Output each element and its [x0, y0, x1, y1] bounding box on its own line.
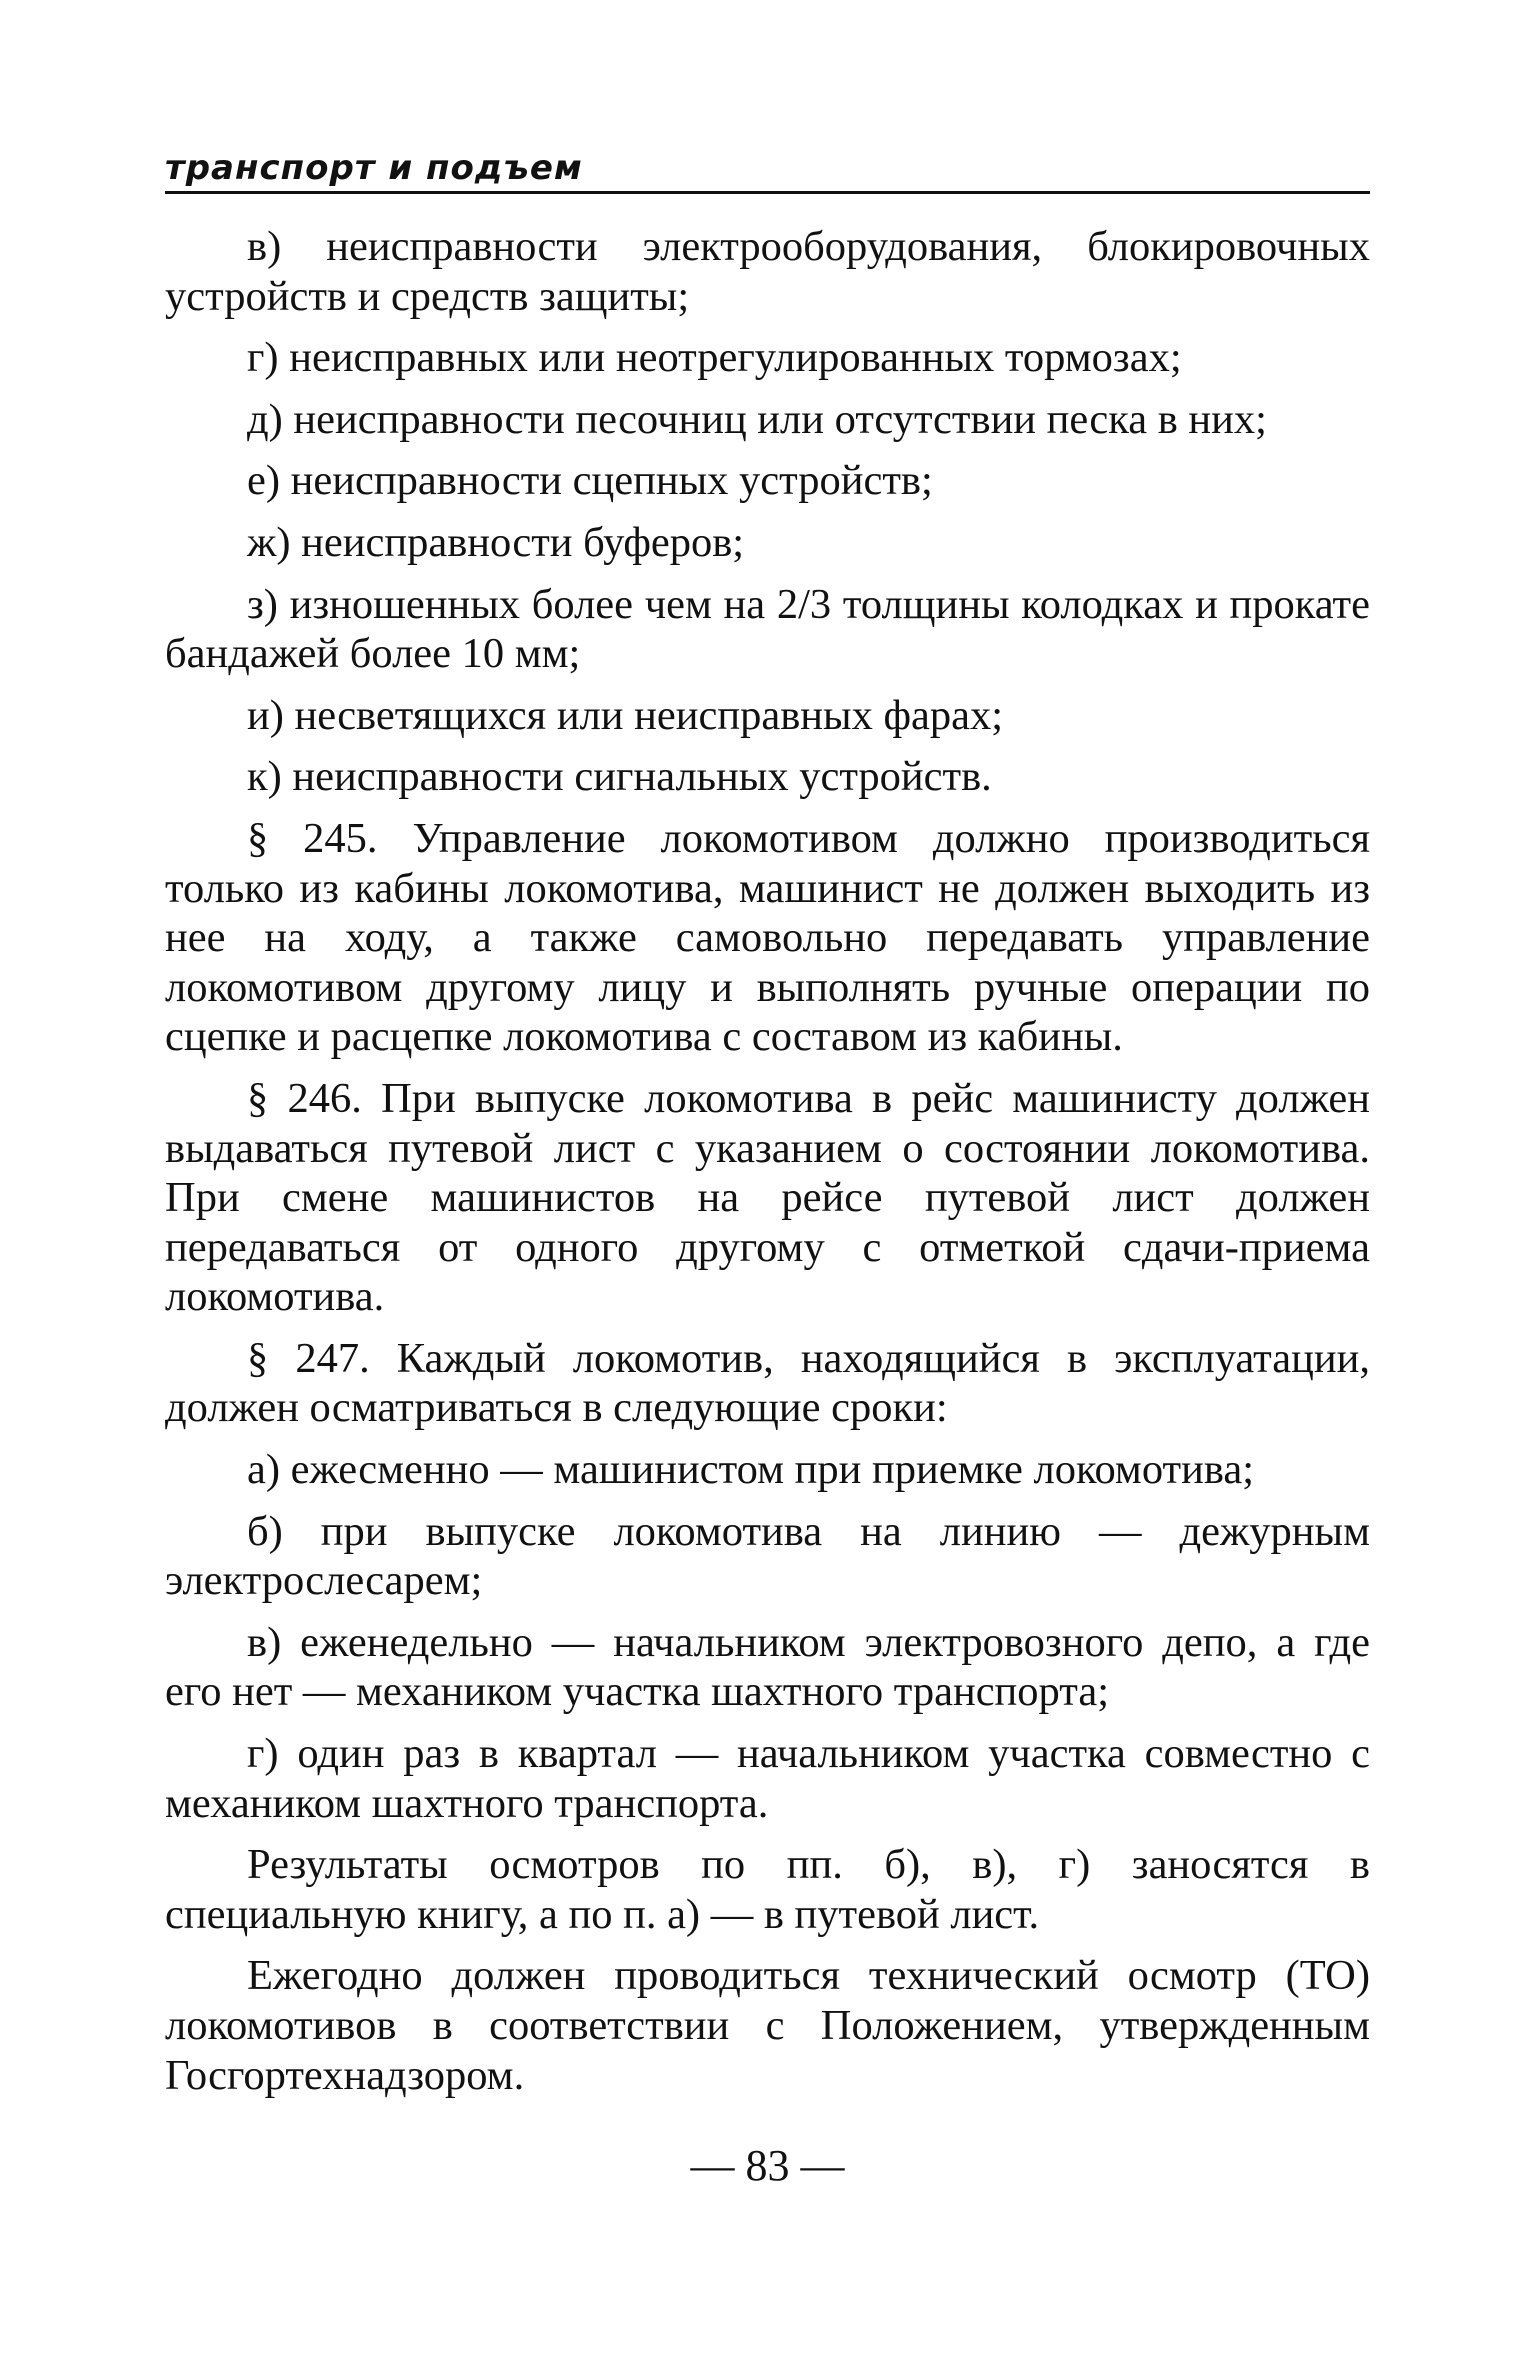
section-246: § 246. При выпуске локомотива в рейс машинисту должен выдаваться путевой лист с указанием о состоянии локомотива. При смене машинистов на рейсе путевой лист должен передаваться от одного другому с отметкой сдачи-приема локомотива.	[165, 1074, 1370, 1321]
inspection-item-a: а) ежесменно — машинистом при приемке локомотива;	[247, 1446, 1255, 1494]
body-text	[165, 222, 1370, 2112]
inspection-item-b: б) при выпуске локомотива на линию — дежурным электрослесарем;	[165, 1507, 1370, 1605]
list-item-zh: ж) неисправности буферов;	[247, 518, 745, 566]
header-rule	[165, 191, 1370, 194]
page-number: — 83 —	[690, 2141, 845, 2190]
list-item-g: г) неисправных или неотрегулированных тормозах;	[247, 334, 1182, 382]
inspection-item-g: г) один раз в квартал — начальником участка совместно с механиком шахтного транспорта.	[165, 1730, 1370, 1827]
inspection-item-v: в) еженедельно — начальником электровозного депо, а где его нет — механиком участка шахтного транспорта;	[165, 1618, 1370, 1716]
running-head: транспорт и подъем	[165, 148, 583, 188]
list-item-d: д) неисправности песочниц или отсутствии песка в них;	[247, 395, 1267, 443]
list-item-k: к) неисправности сигнальных устройств.	[247, 753, 992, 801]
results-paragraph: Результаты осмотров по пп. б), в), г) заносятся в специальную книгу, а по п. а) — в путевой лист.	[165, 1841, 1370, 1938]
list-item-z: з) изношенных более чем на 2/3 толщины колодках и прокате бандажей более 10 мм;	[165, 580, 1370, 678]
section-247: § 247. Каждый локомотив, находящийся в эксплуатации, должен осматриваться в следующие сроки:	[165, 1334, 1370, 1432]
annual-inspection-paragraph: Ежегодно должен проводиться технический осмотр (ТО) локомотивов в соответствии с Положением, утвержденным Госгортехнадзором.	[165, 1952, 1370, 2099]
list-item-v: в) неисправности электрооборудования, блокировочных устройств и средств защиты;	[165, 223, 1370, 320]
section-245: § 245. Управление локомотивом должно производиться только из кабины локомотива, машинист не должен выходить из нее на ходу, а также самовольно передавать управление локомотивом другому лицу и выполнять ручные операции по сцепке и расцепке локомотива с составом из кабины.	[165, 814, 1370, 1061]
list-item-i: и) несветящихся или неисправных фарах;	[247, 691, 1004, 739]
list-item-e: е) неисправности сцепных устройств;	[247, 457, 933, 505]
